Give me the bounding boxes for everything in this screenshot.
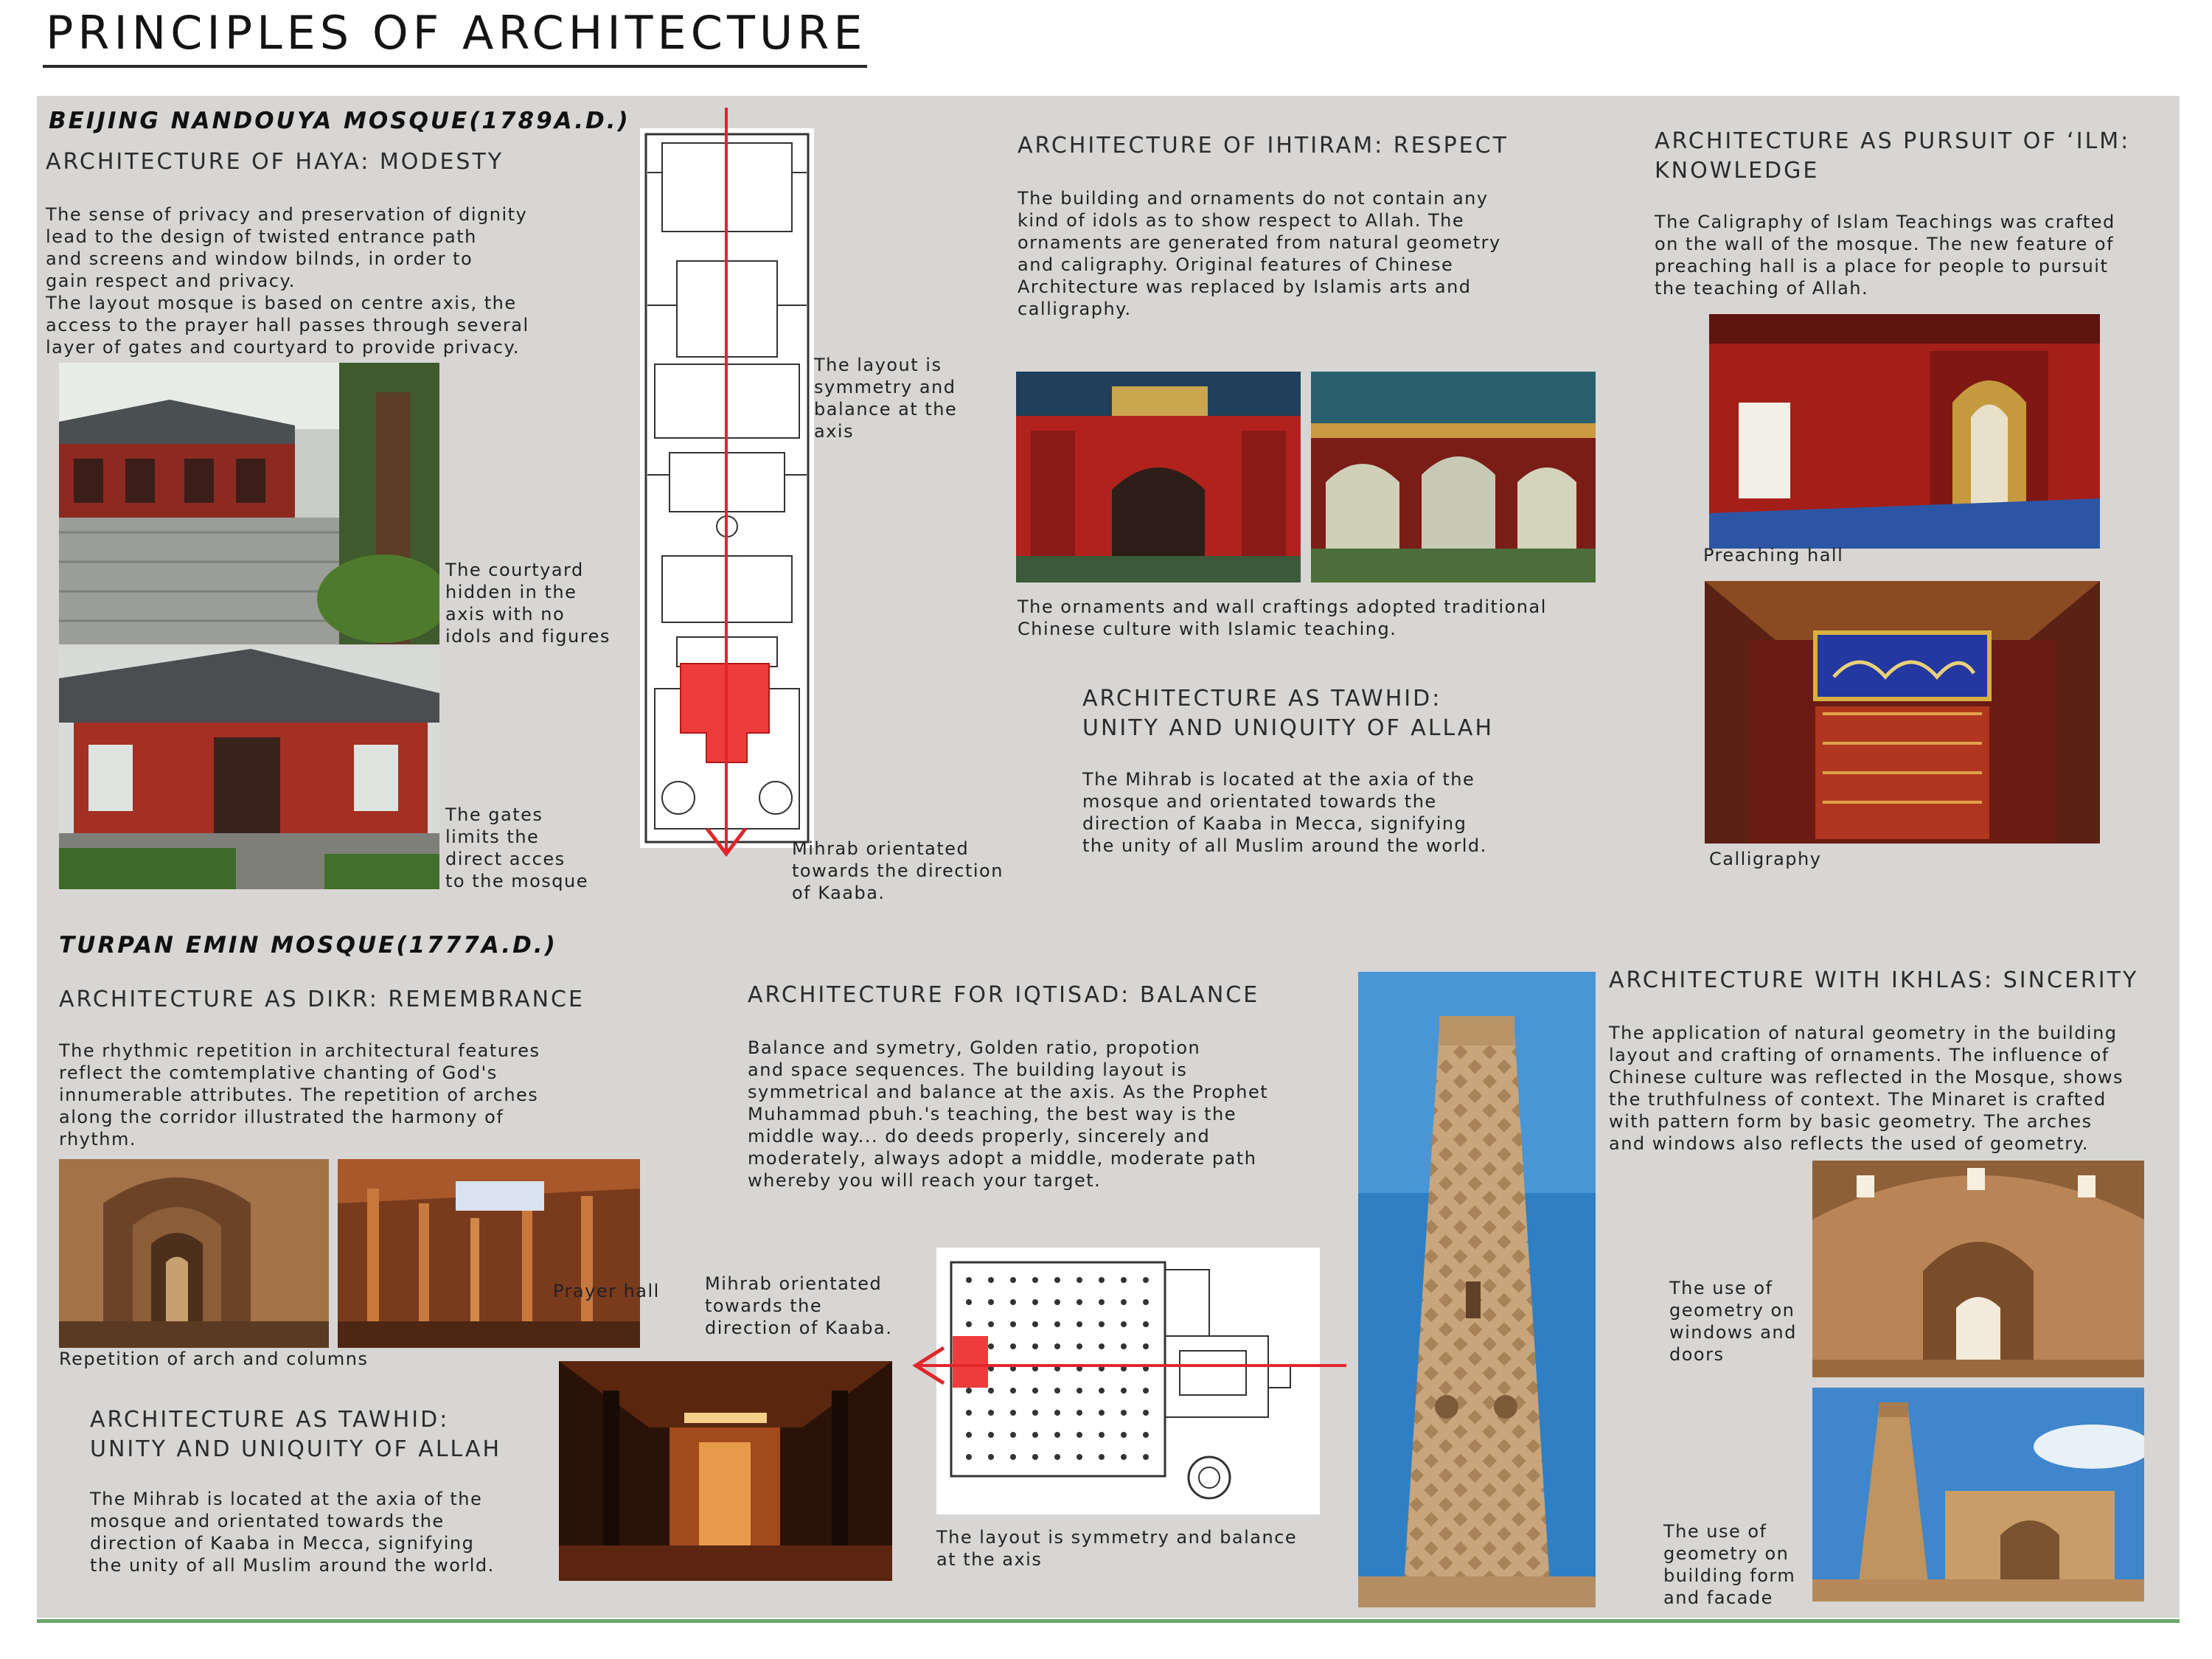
page-title: PRINCIPLES OF ARCHITECTURE bbox=[46, 6, 867, 60]
haya-heading: ARCHITECTURE OF HAYA: MODESTY bbox=[46, 149, 504, 175]
beijing-mosque-title: BEIJING NANDOUYA MOSQUE(1789A.D.) bbox=[49, 108, 630, 134]
gates-photo bbox=[59, 649, 439, 889]
calligraphy-photo bbox=[1705, 581, 2100, 844]
prayer-hall-caption: Prayer hall bbox=[553, 1281, 660, 1301]
prayer-hall-photo bbox=[338, 1159, 640, 1348]
beijing-tawhid-body: The Mihrab is located at the axia of the mosque and orientated towards the direction of Kaaba in Mecca, signifying the unity of all Muslim around the world. bbox=[1082, 769, 1487, 856]
iqtisad-body: Balance and symetry, Golden ratio, propotion and space sequences. The building layout is symmetrical and balance at the axis. As the Prophet Muhammad pbuh.'s teaching, the best way is the middle way... do deeds properly, sincerely and moderately, always adopt a middle, moderate path whereby you will reach your target. bbox=[748, 1037, 1269, 1191]
turpan-mihrab-caption: Mihrab orientated towards the direction of Kaaba. bbox=[705, 1273, 893, 1338]
preaching-hall-photo bbox=[1709, 314, 2100, 549]
mihrab-interior-photo bbox=[559, 1361, 892, 1581]
beijing-axis-arrow bbox=[704, 826, 748, 858]
turpan-tawhid-body: The Mihrab is located at the axia of the mosque and orientated towards the direction of Kaaba in Mecca, signifying the unity of all Muslim around the world. bbox=[90, 1489, 495, 1576]
beijing-axis-line bbox=[725, 108, 728, 852]
turpan-axis-line bbox=[914, 1364, 1346, 1367]
gates-caption: The gates limits the direct acces to the mosque bbox=[445, 804, 589, 891]
courtyard-photo bbox=[59, 363, 439, 644]
iqtisad-heading: ARCHITECTURE FOR IQTISAD: BALANCE bbox=[748, 982, 1260, 1008]
ihtiram-heading: ARCHITECTURE OF IHTIRAM: RESPECT bbox=[1018, 133, 1509, 159]
turpan-axis-arrow bbox=[911, 1345, 947, 1386]
beijing-mihrab-caption: Mihrab orientated towards the direction of Kaaba. bbox=[792, 838, 1004, 903]
geometry-form-caption: The use of geometry on building form and facade bbox=[1663, 1521, 1796, 1608]
haya-body: The sense of privacy and preservation of dignity lead to the design of twisted entrance path and screens and window bilnds, in order to gain respect and privacy. The layout mosque is based on centre axis, the access to the prayer hall passes through several layer of gates and courtyard to provide privacy. bbox=[46, 204, 529, 358]
ikhlas-body: The application of natural geometry in the building layout and crafting of ornaments. The influence of Chinese culture was reflected in the Mosque, shows the truthfulness of context. The Minaret is crafted with pattern form by basic geometry. The arches and windows also reflects the used of geometry. bbox=[1609, 1023, 2124, 1154]
ihtiram-body: The building and ornaments do not contain any kind of idols as to show respect to Allah. The ornaments are generated from natural geometry and caligraphy. Original features of Chinese Architecture was replaced by Islamis arts and calligraphy. bbox=[1018, 188, 1501, 319]
calligraphy-caption: Calligraphy bbox=[1709, 849, 1822, 869]
repetition-caption: Repetition of arch and columns bbox=[59, 1349, 369, 1369]
dikr-body: The rhythmic repetition in architectural features reflect the comtemplative chanting of God's innumerable attributes. The repetition of arches along the corridor illustrated the harmony of rhythm. bbox=[59, 1040, 540, 1150]
footer-rule bbox=[37, 1619, 2180, 1623]
preaching-hall-caption: Preaching hall bbox=[1703, 545, 1844, 566]
geometry-windows-photo bbox=[1812, 1161, 2144, 1377]
courtyard-caption: The courtyard hidden in the axis with no idols and figures bbox=[445, 560, 611, 647]
ihtiram-photo-gate bbox=[1016, 372, 1301, 582]
ilm-heading: ARCHITECTURE AS PURSUIT OF ‘ILM: KNOWLEDGE bbox=[1655, 128, 2131, 184]
title-underline bbox=[43, 65, 867, 68]
geometry-windows-caption: The use of geometry on windows and doors bbox=[1669, 1278, 1797, 1365]
arch-repetition-photo bbox=[59, 1159, 329, 1348]
beijing-plan-caption: The layout is symmetry and balance at the axis bbox=[814, 355, 958, 442]
dikr-heading: ARCHITECTURE AS DIKR: REMEMBRANCE bbox=[59, 987, 585, 1012]
ihtiram-caption: The ornaments and wall craftings adopted traditional Chinese culture with Islamic teaching. bbox=[1018, 597, 1547, 639]
beijing-tawhid-heading: ARCHITECTURE AS TAWHID: UNITY AND UNIQUITY OF ALLAH bbox=[1082, 686, 1495, 741]
turpan-plan-caption: The layout is symmetry and balance at the axis bbox=[936, 1527, 1298, 1570]
minaret-photo bbox=[1358, 972, 1596, 1607]
turpan-mosque-title: TURPAN EMIN MOSQUE(1777A.D.) bbox=[59, 932, 557, 959]
geometry-form-photo bbox=[1812, 1388, 2144, 1601]
turpan-tawhid-heading: ARCHITECTURE AS TAWHID: UNITY AND UNIQUITY OF ALLAH bbox=[90, 1407, 502, 1462]
ihtiram-photo-hall bbox=[1311, 372, 1596, 582]
ilm-body: The Caligraphy of Islam Teachings was crafted on the wall of the mosque. The new feature of preaching hall is a place for people to pursuit the teaching of Allah. bbox=[1655, 212, 2115, 299]
turpan-floor-plan bbox=[936, 1248, 1320, 1514]
ikhlas-heading: ARCHITECTURE WITH IKHLAS: SINCERITY bbox=[1609, 967, 2139, 993]
